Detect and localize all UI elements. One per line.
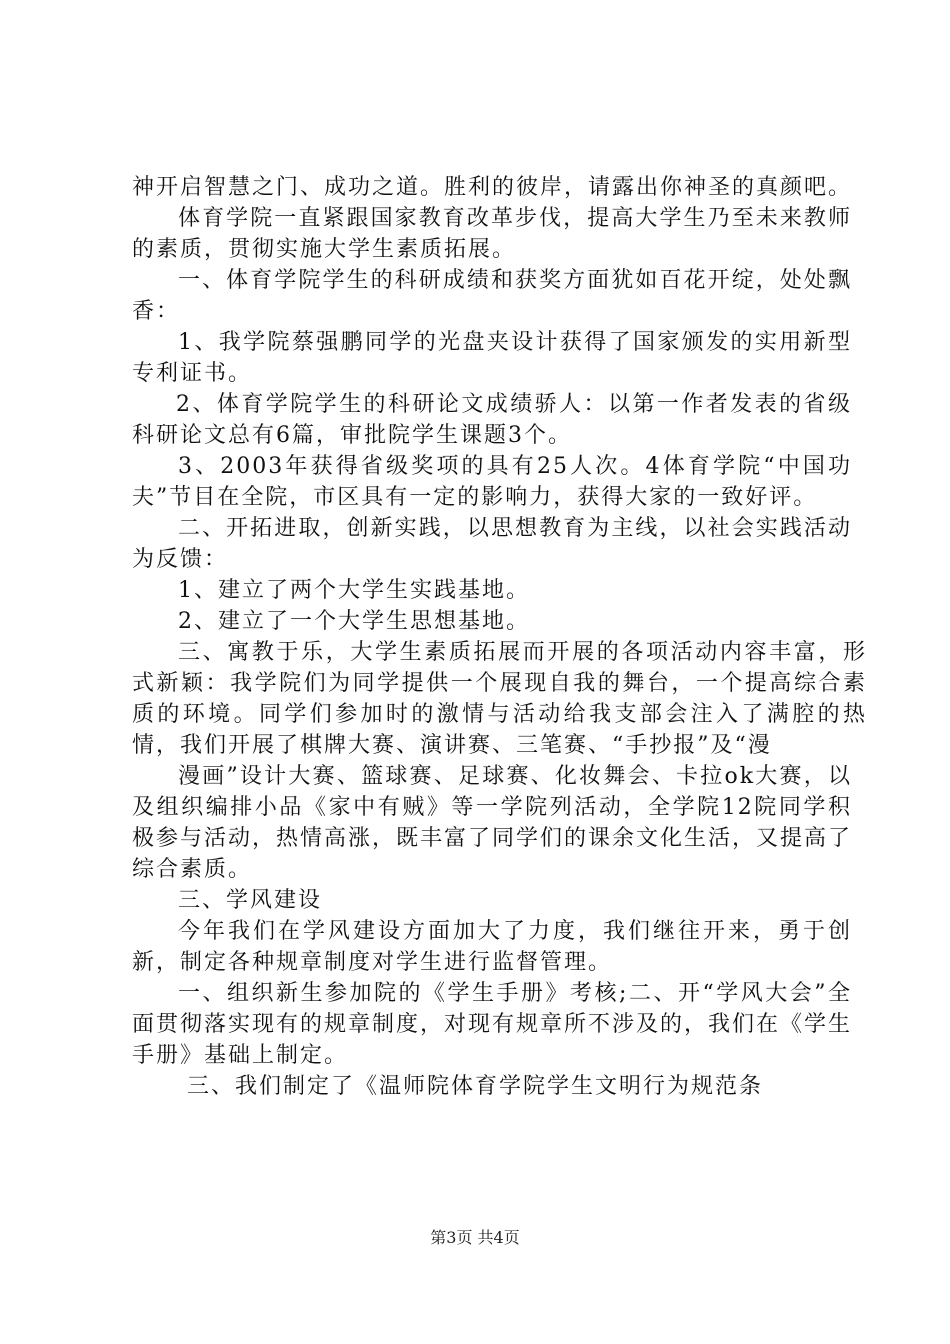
document-body bbox=[132, 172, 867, 1102]
paragraph: 今年我们在学风建设方面加大了力度，我们继往开来，勇于创新，制定各种规章制度对学生进行监督管理。 bbox=[132, 919, 852, 975]
paragraph: 1、建立了两个大学生实践基地。 bbox=[178, 578, 530, 603]
paragraph: 2、体育学院学生的科研论文成绩骄人：以第一作者发表的省级科研论文总有6篇，审批院学生课题3个。 bbox=[132, 392, 852, 448]
paragraph: 三、寓教于乐，大学生素质拓展而开展的各项活动内容丰富，形式新颖：我学院们为同学提供一个展现自我的舞台，一个提高综合素质的环境。同学们参加时的激情与活动给我支部会注入了满腔的热情，我们开展了棋牌大赛、演讲赛、三笔赛、“手抄报”及“漫 bbox=[132, 640, 867, 758]
section-heading: 三、学风建设 bbox=[178, 888, 323, 913]
paragraph: 3、2003年获得省级奖项的具有25人次。4体育学院“中国功夫”节目在全院，市区具有一定的影响力，获得大家的一致好评。 bbox=[132, 454, 852, 510]
paragraph: 1、我学院蔡强鹏同学的光盘夹设计获得了国家颁发的实用新型专利证书。 bbox=[132, 330, 852, 386]
paragraph: 神开启智慧之门、成功之道。胜利的彼岸，请露出你神圣的真颜吧。 bbox=[132, 175, 853, 200]
paragraph: 2、建立了一个大学生思想基地。 bbox=[178, 609, 530, 634]
paragraph: 一、体育学院学生的科研成绩和获奖方面犹如百花开绽，处处飘香： bbox=[132, 268, 852, 324]
paragraph: 漫画”设计大赛、篮球赛、足球赛、化妆舞会、卡拉ok大赛，以及组织编排小品《家中有贼》等一学院列活动，全学院12院同学积极参与活动，热情高涨，既丰富了同学们的课余文化生活，又提高了综合素质。 bbox=[132, 764, 853, 882]
paragraph: 二、开拓进取，创新实践，以思想教育为主线，以社会实践活动为反馈： bbox=[132, 516, 852, 572]
paragraph: 一、组织新生参加院的《学生手册》考核;二、开“学风大会”全面贯彻落实现有的规章制度，对现有规章所不涉及的，我们在《学生手册》基础上制定。 bbox=[132, 981, 853, 1068]
paragraph: 体育学院一直紧跟国家教育改革步伐，提高大学生乃至未来教师的素质，贯彻实施大学生素质拓展。 bbox=[132, 206, 852, 262]
page-number-footer: 第3页 共4页 bbox=[430, 1228, 520, 1247]
paragraph: 三、我们制定了《温师院体育学院学生文明行为规范条 bbox=[187, 1074, 764, 1099]
